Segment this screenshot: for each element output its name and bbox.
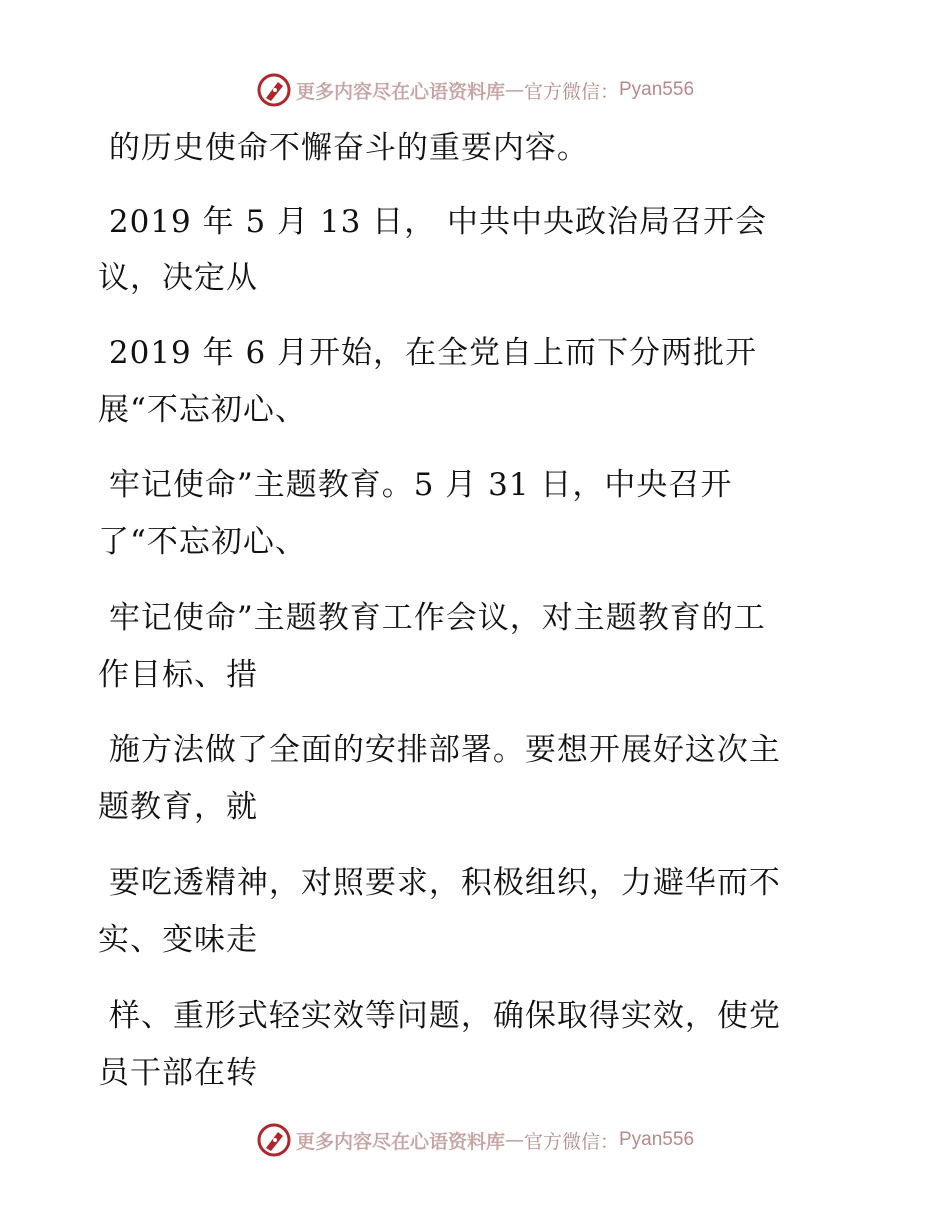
footer-banner-title: 更多内容尽在心语资料库 bbox=[295, 1130, 505, 1153]
body-line-7: 了“不忘初心、 bbox=[98, 524, 307, 560]
footer-banner-wechat-id: Pyan556 bbox=[619, 1129, 695, 1150]
body-line-5: 展“不忘初心、 bbox=[98, 392, 307, 428]
body-line-12: 要吃透精神，对照要求，积极组织，力避华而不 bbox=[98, 865, 781, 901]
body-line-10: 施方法做了全面的安排部署。要想开展好这次主 bbox=[98, 732, 781, 768]
body-line-8: 牢记使命”主题教育工作会议，对主题教育的工 bbox=[98, 600, 766, 636]
body-line-6: 牢记使命”主题教育。5 月 31 日，中央召开 bbox=[98, 467, 733, 503]
body-line-2: 2019 年 5 月 13 日， 中共中央政治局召开会 bbox=[98, 204, 768, 240]
header-banner-wechat-label: 官方微信： bbox=[523, 80, 619, 103]
body-line-15: 员干部在转 bbox=[98, 1055, 258, 1091]
footer-banner-dash: — bbox=[504, 1129, 524, 1151]
footer-banner-wechat-label: 官方微信： bbox=[523, 1130, 619, 1153]
page-footer-banner bbox=[0, 1118, 950, 1162]
body-line-13: 实、变味走 bbox=[98, 922, 258, 958]
body-line-14: 样、重形式轻实效等问题，确保取得实效，使党 bbox=[98, 998, 781, 1034]
header-banner-wechat-id: Pyan556 bbox=[619, 79, 695, 100]
pen-nib-logo-icon bbox=[256, 1122, 292, 1158]
body-line-3: 议，决定从 bbox=[98, 260, 258, 296]
body-line-1: 的历史使命不懈奋斗的重要内容。 bbox=[98, 130, 589, 166]
body-line-4: 2019 年 6 月开始，在全党自上而下分两批开 bbox=[98, 335, 758, 371]
body-line-9: 作目标、措 bbox=[98, 657, 258, 693]
header-banner-dash: — bbox=[504, 79, 524, 101]
header-banner-title: 更多内容尽在心语资料库 bbox=[295, 80, 505, 103]
body-line-11: 题教育，就 bbox=[98, 789, 258, 825]
